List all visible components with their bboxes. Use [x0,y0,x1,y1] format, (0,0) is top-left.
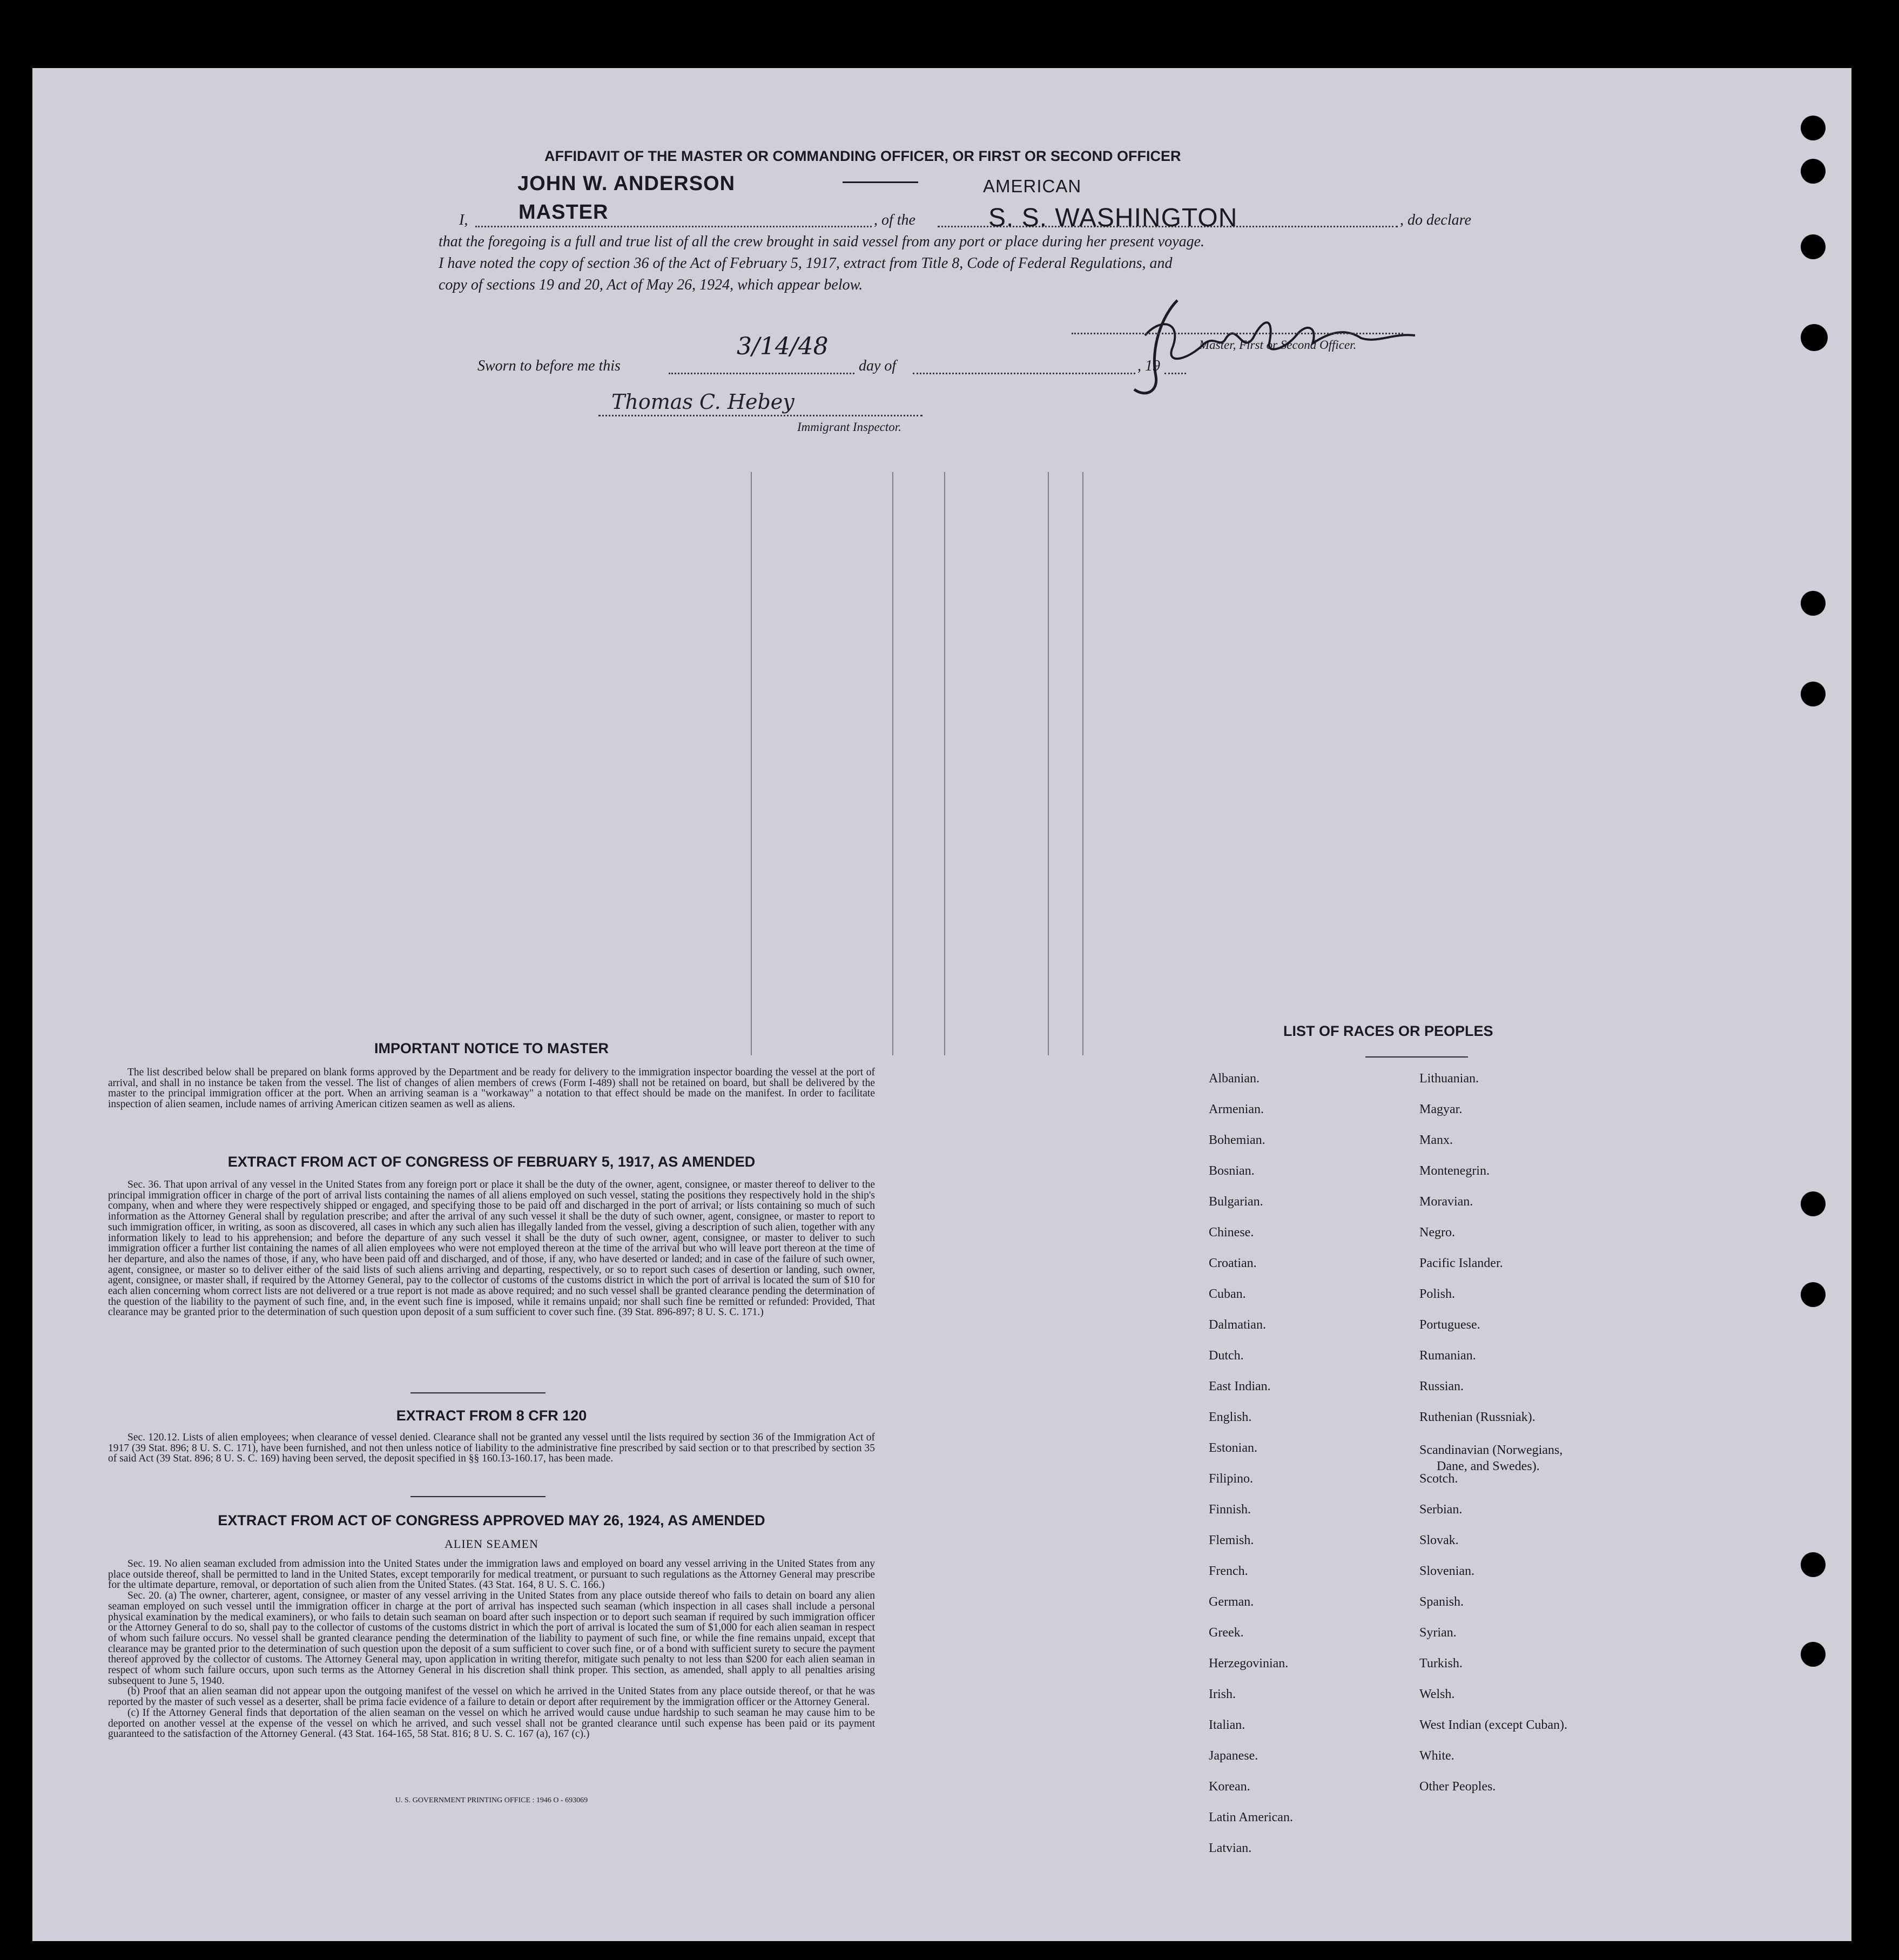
race-item: White. [1419,1749,1454,1763]
divider [1365,1056,1468,1058]
extract-1917-title: EXTRACT FROM ACT OF CONGRESS OF FEBRUARY 5, 1917, AS AMENDED [227,1154,756,1170]
race-item: Greek. [1209,1626,1244,1640]
bleed-through-line [1082,472,1083,1055]
extract-1917-text: Sec. 36. That upon arrival of any vessel in the United States from any foreign port or place it shall be the duty of the owner, agent, consignee, or master thereof to deliver to the principal immigration officer in charge of the port of arrival lists containing the names of all aliens employed on such vessel, stating the positions they respectively hold in the ship's company, when and where they were respectively shipped or engaged, and specifying those to be paid off and discharged in the port of arrival; or lists containing so much of such information as the Attorney General shall by regulation prescribe; and after the arrival of any such vessel it shall be the duty of such owner, agent, consignee, or master to report to such immigration officer, in writing, as soon as discovered, all cases in which any such alien has illegally landed from the vessel, giving a description of such alien, together with any information likely to lead to his apprehension; and before the departure of any such vessel it shall be the duty of such owner, agent, consignee, or master to deliver to such immigration officer a further list containing the names of all alien employees who were not employed thereon at the time of the arrival but who will leave port thereon at the time of her departure, and also the names of those, if any, who have been paid off and discharged, and of those, if any, who have deserted or landed; and in case of the failure of such owner, agent, consignee, or master so to deliver either of the said lists of such aliens arriving and departing, respectively, or so to report such cases of desertion or landing, such owner, agent, consignee, or master shall, if required by the Attorney General, pay to the collector of customs of the customs district in which the port of arrival is located the sum of $10 for each alien concerning whom correct lists are not delivered or a true report is not made as above required; and no such vessel shall be granted clearance pending the determination of the question of the liability to the payment of such fine, and, in the event such fine is imposed, while it remains unpaid; nor shall such fine be remitted or refunded: Provided, That clearance may be granted prior to the determination of such question upon deposit of a sum sufficient to cover such fine. (39 Stat. 896-897; 8 U. S. C. 171.) [108,1179,875,1318]
declaration-line-2: that the foregoing is a full and true list of all the crew brought in said vessel from any port or place during her present voyage. [439,233,1205,250]
race-item: Negro. [1419,1225,1455,1240]
race-item: Syrian. [1419,1626,1457,1640]
race-item: Montenegrin. [1419,1164,1490,1178]
extract-1924-text: Sec. 19. No alien seaman excluded from admission into the United States under the immigration laws and employed on board any vessel arriving in the United States from any place outside thereof, shall be permitted to land in the United States, except temporarily for medical treatment, or pursuant to such regulations as the Attorney General may prescribe for the ultimate departure, removal, or deportation of such alien from the United States. (43 Stat. 164, 8 U. S. C. 166.) Sec. 20. (a) The owner, charterer, agent, consignee, or master of any vessel arriving in the United States from any place outside thereof who fails to detain on board any alien seaman employed on such vessel until the immigration officer in charge at the port of arrival has inspected such seaman (which inspection in all cases shall include a personal physical examination by the medical examiners), or who fails to detain such seaman on board after such inspection or to deport such seaman if required by such immigration officer or the Attorney General to do so, shall pay to the collector of customs of the customs district in which the port of arrival is located the sum of $1,000 for each alien seaman in respect of whom such failure occurs. No vessel shall be granted clearance pending the determination of the liability to payment of such fine, or while the fine remains unpaid, except that clearance may be granted prior to the determination of such question upon the deposit of a sum sufficient to cover such fine, or of a bond with sufficient surety to secure the payment thereof approved by the collector of customs. The Attorney General may, upon application in writing therefor, mitigate such penalty to not less than $200 for each alien seaman in respect of whom such failure occurs, upon such terms as the Attorney General in his discretion shall think proper. This section, as amended, shall apply to all penalties arising subsequent to June 5, 1940. (b) Proof that an alien seaman did not appear upon the outgoing manifest of the vessel on which he arrived in the United States from any place outside thereof, or that he was reported by the master of such vessel as a deserter, shall be prima facie evidence of a failure to detain or deport after requirement by the immigration officer or the Attorney General. (c) If the Attorney General finds that deportation of the alien seaman on the vessel on which he arrived would cause undue hardship to such seaman he may cause him to be deported on another vessel at the expense of the vessel on which he arrived, and such vessel shall not be granted clearance until such expense has been paid or its payment guaranteed to the satisfaction of the Attorney General. (43 Stat. 164-165, 58 Stat. 816; 8 U. S. C. 167 (a), 167 (c).) [108,1558,875,1740]
race-item: Bosnian. [1209,1164,1255,1178]
race-item: Scotch. [1419,1472,1458,1486]
punch-hole [1801,1191,1826,1216]
race-item: Italian. [1209,1718,1245,1732]
vessel-name: S. S. WASHINGTON [988,204,1238,232]
race-item: Turkish. [1419,1656,1463,1671]
declaration-line-4: copy of sections 19 and 20, Act of May 26, 1924, which appear below. [439,277,863,293]
punch-hole [1801,116,1826,140]
race-item: Slovenian. [1419,1564,1474,1578]
master-caption: Master, First or Second Officer. [1199,338,1357,352]
race-item: Serbian. [1419,1503,1463,1517]
punch-hole [1801,234,1826,259]
fill-line [1164,373,1186,374]
race-item: Dutch. [1209,1349,1244,1363]
race-item: Finnish. [1209,1503,1251,1517]
extract-cfr-title: EXTRACT FROM 8 CFR 120 [396,1407,587,1424]
race-item: Slovak. [1419,1533,1459,1547]
notice-text: The list described below shall be prepared on blank forms approved by the Department and be ready for delivery to the immigration inspector boarding the vessel at the port of arrival, and shall in no instance be taken from the vessel. The list of changes of alien members of crews (Form I-489) shall not be retained on board, but shall be delivered by the master to the principal immigration officer at the port. When an arriving seaman is a "workaway" a notation to that effect should be made on the manifest. In order to facilitate inspection of alien seamen, include names of arriving American citizen seamen as well as aliens. [108,1067,875,1110]
bleed-through-line [892,472,893,1055]
year-prefix: , 19 [1137,358,1160,374]
race-item: Russian. [1419,1379,1464,1393]
bleed-through-line [1048,472,1049,1055]
punch-hole [1801,324,1828,351]
divider [410,1392,546,1393]
sworn-date: 3/14/48 [737,333,829,360]
race-item: Polish. [1419,1287,1456,1301]
master-rank: MASTER [518,201,609,224]
race-item: Herzegovinian. [1209,1656,1289,1671]
affidavit-heading: AFFIDAVIT OF THE MASTER OR COMMANDING OFFICER, OR FIRST OR SECOND OFFICER [544,148,1181,164]
punch-hole [1801,1642,1826,1667]
punch-hole [1801,1552,1826,1577]
race-item: Croatian. [1209,1256,1257,1270]
race-item: Filipino. [1209,1472,1254,1486]
race-item: East Indian. [1209,1379,1271,1393]
race-item: French. [1209,1564,1248,1578]
printer-imprint: U. S. GOVERNMENT PRINTING OFFICE : 1946 O - 693069 [395,1796,588,1804]
race-item: Irish. [1209,1687,1236,1701]
punch-hole [1801,591,1826,616]
bleed-through-line [944,472,945,1055]
master-name: JOHN W. ANDERSON [517,172,736,195]
bleed-through-line [751,472,752,1055]
race-item: Spanish. [1419,1595,1464,1609]
rule [843,181,918,183]
race-item: Manx. [1419,1133,1453,1147]
race-item: German. [1209,1595,1254,1609]
race-item: Dalmatian. [1209,1318,1266,1332]
race-item: Ruthenian (Russniak). [1419,1410,1536,1424]
declaration-line-3: I have noted the copy of section 36 of the Act of February 5, 1917, extract from Title 8, Code of Federal Regulations, and [439,255,1173,272]
inspector-signature: Thomas C. Hebey [611,390,794,414]
extract-1924-title: EXTRACT FROM ACT OF CONGRESS APPROVED MAY 26, 1924, AS AMENDED [218,1512,765,1528]
race-item: Magyar. [1419,1102,1463,1116]
race-item: Pacific Islander. [1419,1256,1503,1270]
nationality: AMERICAN [983,176,1082,196]
race-item: Lithuanian. [1419,1072,1479,1086]
race-item: Latvian. [1209,1841,1252,1855]
race-item: Chinese. [1209,1225,1254,1240]
signature-line [598,415,922,416]
race-item: Korean. [1209,1780,1250,1794]
declaration-of-the: , of the [874,212,915,228]
extract-cfr-text: Sec. 120.12. Lists of alien employees; when clearance of vessel denied. Clearance shall not be granted any vessel until the lists required by section 36 of the Immigration Act of 1917 (39 Stat. 896; 8 U. S. C. 171), have been furnished, and not then unless notice of liability to the administrative fine prescribed by said section or to that prescribed by section 35 of said Act (39 Stat. 896; 8 U. S. C. 169) having been served, the deposit specified in §§ 160.13-160.17, has been made. [108,1432,875,1465]
alien-seamen-subtitle: ALIEN SEAMEN [445,1537,538,1551]
divider [410,1496,546,1497]
race-item: Rumanian. [1419,1349,1476,1363]
race-item: Estonian. [1209,1441,1257,1455]
fill-line [475,226,872,227]
race-item: Dane, and Swedes). [1437,1459,1540,1473]
sworn-text: Sworn to before me this [477,358,621,374]
punch-hole [1801,682,1826,706]
race-item: Bulgarian. [1209,1195,1263,1209]
signature-line [1072,333,1403,334]
document-page [32,68,1851,1941]
inspector-caption: Immigrant Inspector. [797,420,901,434]
punch-hole [1801,159,1826,184]
race-item: Cuban. [1209,1287,1246,1301]
race-item: Moravian. [1419,1195,1473,1209]
race-item: Japanese. [1209,1749,1258,1763]
races-title: LIST OF RACES OR PEOPLES [1283,1023,1493,1039]
fill-line [669,373,854,374]
punch-hole [1801,1282,1826,1307]
race-item: Scandinavian (Norwegians, [1419,1443,1563,1457]
race-item: Portuguese. [1419,1318,1480,1332]
declaration-i: I, [459,212,468,228]
declaration-do-declare: , do declare [1400,212,1471,228]
fill-line [913,373,1135,374]
race-item: West Indian (except Cuban). [1419,1718,1567,1732]
race-item: Latin American. [1209,1810,1293,1824]
race-item: Armenian. [1209,1102,1264,1116]
notice-title: IMPORTANT NOTICE TO MASTER [374,1040,609,1056]
race-item: Flemish. [1209,1533,1254,1547]
race-item: English. [1209,1410,1252,1424]
day-of: day of [859,358,897,374]
race-item: Welsh. [1419,1687,1455,1701]
race-item: Other Peoples. [1419,1780,1496,1794]
race-item: Bohemian. [1209,1133,1265,1147]
race-item: Albanian. [1209,1072,1260,1086]
